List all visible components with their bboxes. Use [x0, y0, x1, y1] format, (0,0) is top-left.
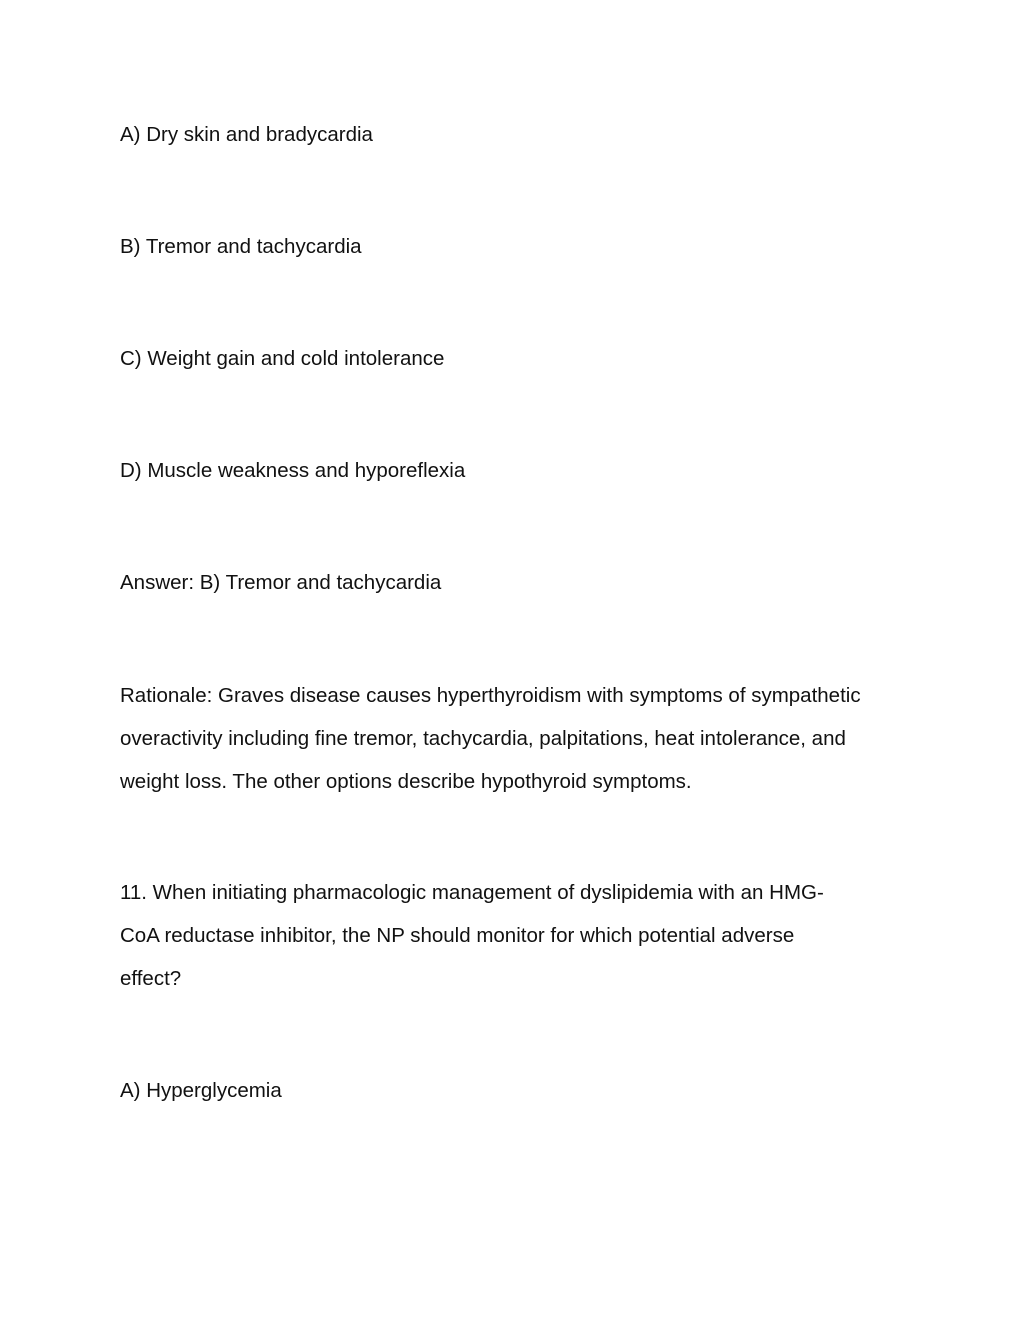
rationale-line: overactivity including fine tremor, tachycardia, palpitations, heat intolerance, and — [120, 727, 846, 750]
option-d: D) Muscle weakness and hyporeflexia — [120, 459, 466, 482]
question-11 — [120, 871, 824, 1000]
answer-line: Answer: B) Tremor and tachycardia — [120, 571, 442, 594]
rationale-line: Rationale: Graves disease causes hyperthyroidism with symptoms of sympathetic — [120, 684, 861, 707]
option-b: B) Tremor and tachycardia — [120, 235, 362, 258]
question-line: CoA reductase inhibitor, the NP should monitor for which potential adverse — [120, 924, 795, 947]
option-a: A) Dry skin and bradycardia — [120, 123, 373, 146]
option-c: C) Weight gain and cold intolerance — [120, 347, 445, 370]
rationale-line: weight loss. The other options describe hypothyroid symptoms. — [120, 770, 692, 793]
rationale-paragraph — [120, 674, 861, 803]
question-line: effect? — [120, 967, 182, 990]
question-line: 11. When initiating pharmacologic management of dyslipidemia with an HMG- — [120, 881, 824, 904]
q11-option-a: A) Hyperglycemia — [120, 1079, 282, 1102]
